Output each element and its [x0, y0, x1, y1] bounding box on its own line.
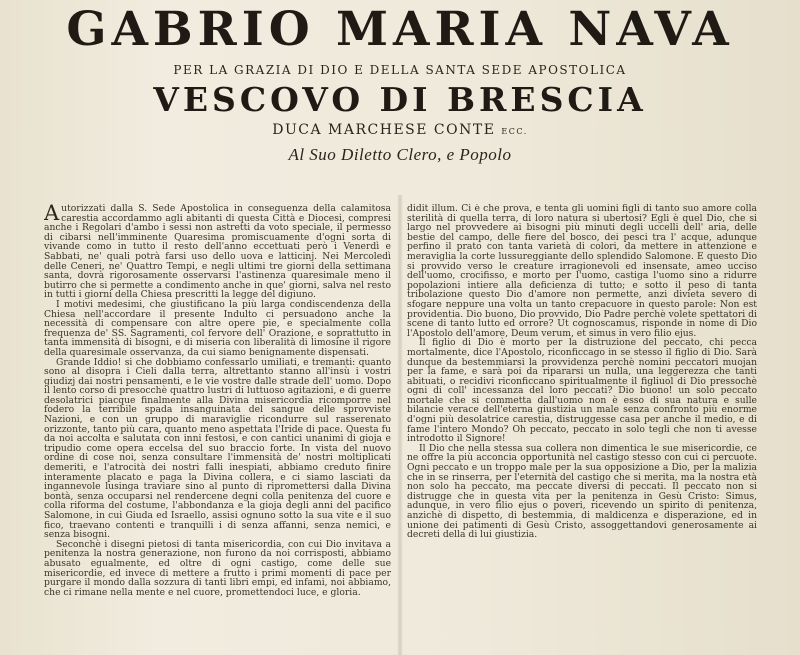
left-column [44, 204, 391, 655]
right-column [407, 204, 757, 655]
duke-line [0, 122, 800, 138]
grace-line: PER LA GRAZIA DI DIO E DELLA SANTA SEDE APOSTOLICA [173, 63, 627, 77]
document-title: VESCOVO DI BRESCIA [153, 80, 647, 119]
paragraph: didit illum. Ci è che prova, e tenta gli uomini figli di tanto suo amore colla sterilità di quella terra, di loro natura si ubertosi? Egli è quel Dio, che si largo nel provvedere ai bisogni più minuti degli uccelli dell' aria, delle bestie del campo, delle fiere del bosco, dei pesci tra l' acque, adunque perfino il prato con tanta varietà di colori, da mettere in attenzione e meraviglia la corte lussureggiante dello splendido Salomone. E questo Dio si provvido verso le creature irragionevoli ed insensate, ameo ucciso dell'uomo, crocifisso, e morto per l'uomo, castiga l'uomo sino a ridurre popolazioni intiere alla deficienza di tutto; e sotto il peso di tanta tribolazione questo Dio d'amore non permette, anzi divieta severo di sfogare neppure una volta un tanto crepacuore in questo parole: Non est providentia. Dio buono, Dio provvido, Dio Padre perchè volete spettatori di scene di tanto lutto ed orrore? Ut cognoscamus, risponde in nome di Dio l'Apostolo dell'amore, Deum verum, et simus in vero filio ejus. [407, 204, 757, 339]
paragraph: Grande Iddio! si che dobbiamo confessarlo umiliati, e tremanti: quanto sono al disopra i Cieli dalla terra, altrettanto stanno all'insù i vostri giudizj dai nostri pensamenti, e le vie vostre dalle strade dell' uomo. Dopo il lento corso di presocchè quattro lustri di luttuoso agitazioni, e di guerre desolatrici piacque finalmente alla Divina misericordia ricomporre nel fodero la terribile spada insanguinata del sangue delle sprovviste Nazioni, e con un gruppo di maraviglie ricondurre sul rasserenato orizzonte, tanto più cara, quanto meno aspettata l'Iride di pace. Questa fu da noi accolta e salutata con inni festosi, e con cantici unanimi di gioja e tripudio come opera eccelsa del suo braccio forte. In vista del nuovo ordine di cose noi, senza consultare l'immensità de' nostri moltiplicati demeriti, e l'atrocità dei nostri falli inespiati, abbiamo creduto finire interamente placato e paga la Divina collera, e ci siamo lasciati da ingannevole lusinga traviare sino al punto di ripromettersi dalla Divina bontà, senza occuparsi nel rendercene degni colla penitenza del cuore e colla riforma del costume, l'abbondanza e la gioja degli anni del pacifico Salomone, in cui Giuda ed Israello, assisi ognuno sotto la sua vite e il suo fico, traevano contenti e tranquilli i di senza affanni, senza nemici, e senza bisogni. [44, 356, 391, 541]
bishop-name: GABRIO MARIA NAVA [66, 2, 734, 57]
paragraph [44, 204, 391, 300]
dropcap: A [44, 204, 60, 225]
paragraph: I motivi medesimi, che giustificano la più larga condiscendenza della Chiesa nell'accordare il presente Indulto ci persuadono anche la necessità di compensare con altre opere pie, e specialmente colla frequenza de' SS. Sagramenti, col fervore dell' Orazione, e soprattutto in tanta immensità di bisogni, e di miseria con liberalità di limosine il rigore della quaresimale osservanza, da cui siamo benignamente dispensati. [44, 298, 391, 358]
paragraph: Il Dio che nella stessa sua collera non dimentica le sue misericordie, ce ne offre la più acconcia opportunità nel castigo stesso con cui ci percuote. Ogni peccato e un troppo male per la sua opposizione a Dio, per la malizia che in se rinserra, per l'eternità del castigo che si merita, ma la nostra età non solo ha peccato, ma peccate diversi di peccati. Il peccato non si distrugge che in questa vita per la penitenza in Gesù Cristo: Simus, adunque, in vero filio ejus o poveri, ricevendo un spirito di penitenza, anzichè di dispetto, di bestemmia, di maldicenza e disperazione, ed in unione dei patimenti di Gesù Cristo, assoggettandovi generosamente ai decreti della di lui giustizia. [407, 442, 757, 541]
duke-text: DUCA MARCHESE CONTE [272, 122, 496, 138]
paragraph-text: utorizzati dalla S. Sede Apostolica in conseguenza della calamitosa carestia accordammo agli abitanti di questa Città e Diocesi, compresi anche i Regolari d'ambo i sessi non astretti da voto speciale, il permesso di cibarsi nell'imminente Quaresima promiscuamente d'ogni sorta di vivande como in tutto il resto dell'anno eccettuati però i Venerdì e Sabbati, ne' quali potrà farsi uso dello uova e latticinj. Nei Mercoledì delle Ceneri, ne' Quattro Tempi, e negli ultimi tre giorni della settimana santa, dovrà rigorosamente osservarsi l'astinenza quaresimale meno il butirro che si permette a condimento anche in que' giorni, salva nel resto in tutti i giorni della Chiesa prescritti la legge del digiuno. [44, 204, 391, 301]
paragraph: Seconchè i disegni pietosi di tanta misericordia, con cui Dio invitava a penitenza la nostra generazione, non furono da noi corrisposti, abbiamo abusato egualmente, ed oltre di ogni castigo, come delle sue misericordie, ed invece di mettere a frutto i primi momenti di pace per purgare il mondo dalla sozzura di tanti libri empi, ed infami, noi abbiamo, che ci rimane nella mente e nel cuore, promettendoci luce, e gloria. [44, 538, 391, 598]
duke-ecc: ECC. [501, 127, 528, 136]
paragraph: Il figlio di Dio è morto per la distruzione del peccato, chi pecca mortalmente, dice l'Apostolo, riconficcago in se stesso il figlio di Dio. Sarà dunque da bestemmiarsi la provvidenza perchè nomini peccatori muojan per la fame, e sarà poi da ripararsi un nulla, una leggerezza che tanti abituati, o recidivi riconficcano spiritualmente il figliuol di Dio pressochè ogni di coll' incessanza del loro peccati? Dio buono! un solo peccato mortale che si commetta dall'uomo non è esso di sua natura e sulle bilancie verace dell'eterna giustizia un male senza confronto più enorme d'ogni più desolatrice carestia, distruggesse casa per anche il medio, e di fame l'intero Mondo? Oh peccato, peccato in solo tegli che non ti avesse introdotto il Signore! [407, 337, 757, 445]
address-line: Al Suo Diletto Clero, e Popolo [288, 145, 512, 164]
page-fold [397, 195, 403, 655]
